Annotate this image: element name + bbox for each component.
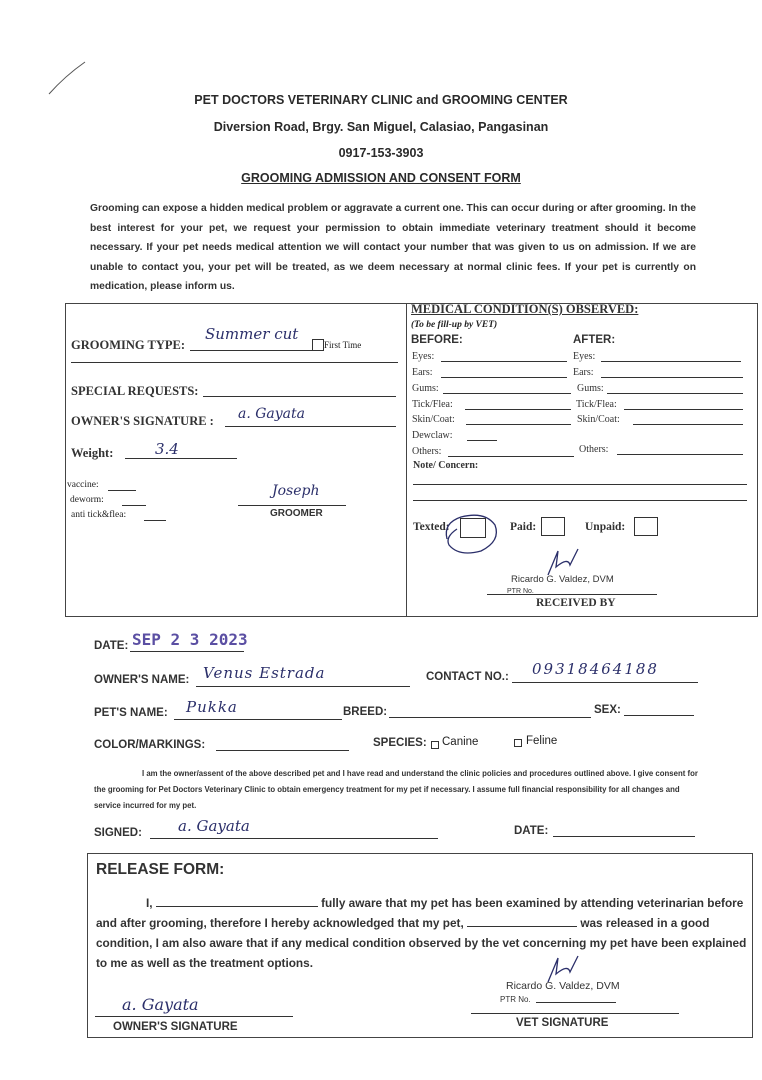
grooming-type-label: GROOMING TYPE: (71, 338, 186, 352)
release-owner-signature-label: OWNER'S SIGNATURE (113, 1021, 238, 1033)
grooming-type-extra-line (71, 362, 398, 363)
after-skincoat-line[interactable] (633, 424, 743, 425)
date2-label: DATE: (514, 825, 549, 837)
release-text-2: fully aware that my pet has been examined by attending veterinarian before and after grooming, therefore I hereby acknowledged that my pet, (96, 896, 744, 930)
consent-text: I am the owner/assent of the above described pet and I have read and understand the clinic policies and procedures outlined above. I give consent for the grooming for Pet Doctors Veterinary Clinic to obtain emergency treatment for my pet if necessary. I assume full financial responsibility for all changes and service incurred for my pet. (94, 769, 698, 810)
after-eyes-line[interactable] (601, 361, 741, 362)
owner-name-label: OWNER'S NAME: (94, 674, 190, 686)
before-ears-label: Ears: (412, 367, 433, 378)
owner-signature-label: OWNER'S SIGNATURE : (71, 414, 214, 428)
dewclaw-line[interactable] (467, 440, 497, 441)
medical-row (577, 414, 620, 425)
vaccine-label: vaccine: (67, 480, 99, 490)
unpaid-label: Unpaid: (585, 521, 626, 533)
date-line (130, 651, 244, 652)
groomer-label: GROOMER (270, 508, 323, 519)
before-ears-line[interactable] (441, 377, 567, 378)
canine-label: Canine (442, 736, 479, 748)
dewclaw-label: Dewclaw: (412, 430, 453, 441)
others-before-line[interactable] (448, 456, 574, 457)
others-before-label: Others: (412, 446, 442, 457)
medical-row (412, 351, 434, 362)
release-vet-signature-label: VET SIGNATURE (516, 1017, 609, 1029)
intro-paragraph: Grooming can expose a hidden medical problem or aggravate a current one. This can occur during or after grooming. In the best interest for your pet, we request your permission to obtain immediate veterinary treatment should it become necessary. If your pet needs medical attention we will contact your number that was given to us on admission. If we are unable to contact you, your pet will be treated, as we deem necessary at normal clinic fees. If your pet is currently on medication, please inform us. (90, 203, 696, 292)
medical-title: MEDICAL CONDITION(S) OBSERVED: (411, 302, 639, 316)
canine-checkbox[interactable] (431, 741, 439, 749)
clinic-address: Diversion Road, Brgy. San Miguel, Calasiao, Pangasinan (213, 120, 549, 134)
breed-line[interactable] (389, 717, 591, 718)
after-gums-line[interactable] (607, 393, 743, 394)
owner-name-line (196, 686, 410, 687)
owner-name-value[interactable]: Venus Estrada (203, 664, 326, 682)
species-label: SPECIES: (373, 737, 427, 749)
grooming-type-value[interactable]: Summer cut (205, 325, 299, 343)
release-text-1: I, (146, 896, 153, 910)
after-eyes-label: Eyes: (573, 351, 596, 362)
before-tickflea-line[interactable] (465, 409, 571, 410)
sex-line[interactable] (624, 715, 694, 716)
weight-line (125, 458, 237, 459)
clinic-phone: 0917-153-3903 (338, 146, 424, 160)
pet-name-value[interactable]: Pukka (186, 698, 238, 716)
medical-row (573, 367, 594, 378)
pet-name-label: PET'S NAME: (94, 707, 168, 719)
medical-row (412, 383, 439, 394)
after-tickflea-line[interactable] (624, 409, 743, 410)
paid-checkbox[interactable] (541, 517, 565, 536)
after-ears-label: Ears: (573, 367, 594, 378)
others-after-label: Others: (579, 444, 609, 455)
sex-label: SEX: (594, 704, 621, 716)
after-ears-line[interactable] (601, 377, 743, 378)
weight-value[interactable]: 3.4 (155, 440, 179, 458)
clinic-name: PET DOCTORS VETERINARY CLINIC and GROOMING CENTER (194, 93, 568, 107)
grooming-type-line (190, 350, 312, 351)
signed-value: a. Gayata (178, 817, 250, 835)
form-title: GROOMING ADMISSION AND CONSENT FORM (241, 171, 521, 185)
feline-label: Feline (526, 735, 558, 747)
release-owner-signature-line (95, 1016, 293, 1017)
contact-label: CONTACT NO.: (426, 671, 509, 683)
before-gums-line[interactable] (443, 393, 571, 394)
after-gums-label: Gums: (577, 383, 604, 394)
after-tickflea-label: Tick/Flea: (576, 399, 617, 410)
medical-row (577, 383, 604, 394)
feline-checkbox[interactable] (514, 739, 522, 747)
release-vet-name: Ricardo G. Valdez, DVM (506, 980, 620, 992)
groomer-value: Joseph (272, 483, 320, 499)
unpaid-checkbox[interactable] (634, 517, 658, 536)
contact-value[interactable]: 09318464188 (532, 660, 659, 678)
before-eyes-label: Eyes: (412, 351, 435, 362)
paid-label: Paid: (510, 521, 537, 533)
signed-label: SIGNED: (94, 827, 142, 839)
deworm-line (122, 505, 146, 506)
owner-signature-value: a. Gayata (238, 406, 306, 422)
groomer-line (238, 505, 346, 506)
received-line (487, 594, 657, 595)
before-gums-label: Gums: (412, 383, 439, 394)
release-paragraph (96, 893, 747, 973)
after-label: AFTER: (573, 334, 616, 346)
first-time-checkbox[interactable] (312, 339, 324, 351)
ptr-label: PTR No. (507, 588, 534, 595)
date-label: DATE: (94, 640, 129, 652)
vet-name: Ricardo G. Valdez, DVM (511, 574, 614, 585)
pen-mark (45, 58, 95, 98)
before-skincoat-label: Skin/Coat: (412, 414, 455, 425)
date-stamp-value[interactable]: SEP 2 3 2023 (132, 630, 248, 649)
after-skincoat-label: Skin/Coat: (577, 414, 620, 425)
release-ptr-label: PTR No. (500, 995, 531, 1004)
anti-tick-label: anti tick&flea: (71, 510, 127, 520)
before-tickflea-label: Tick/Flea: (412, 399, 453, 410)
breed-label: BREED: (343, 706, 388, 718)
before-label: BEFORE: (411, 334, 463, 346)
release-title: RELEASE FORM: (96, 861, 225, 878)
received-label: RECEIVED BY (536, 597, 616, 609)
deworm-label: deworm: (70, 495, 104, 505)
weight-label: Weight: (71, 446, 114, 460)
before-skincoat-line[interactable] (466, 424, 571, 425)
medical-row (576, 399, 617, 410)
medical-row (412, 399, 453, 410)
others-after-line[interactable] (617, 454, 743, 455)
date2-line[interactable] (553, 836, 695, 837)
signed-line (150, 838, 438, 839)
note-line-2[interactable] (413, 500, 747, 501)
medical-row (412, 367, 433, 378)
box-divider (406, 303, 407, 617)
release-pet-name-line[interactable] (467, 926, 577, 927)
special-requests-line[interactable] (203, 396, 396, 397)
pet-name-line (174, 719, 342, 720)
release-vet-signature-line (471, 1013, 679, 1014)
special-requests-label: SPECIAL REQUESTS: (71, 384, 199, 398)
medical-row (412, 414, 455, 425)
texted-label: Texted: (413, 521, 450, 533)
texted-circle-mark (437, 509, 503, 559)
note-label: Note/ Concern: (413, 460, 479, 471)
note-line-1[interactable] (413, 484, 747, 485)
medical-subtitle: (To be fill-up by VET) (411, 320, 498, 330)
release-text-3: was released in a good condition, I am also aware that if any medical condition observed by the vet concerning my pet have been explained to me as well as the treatment options. (96, 916, 747, 970)
color-markings-label: COLOR/MARKINGS: (94, 739, 206, 751)
owner-signature-line (225, 426, 396, 427)
before-eyes-line[interactable] (441, 361, 567, 362)
release-owner-name-line[interactable] (156, 906, 318, 907)
release-owner-signature-value: a. Gayata (122, 995, 199, 1014)
color-markings-line[interactable] (216, 750, 349, 751)
first-time-label: First Time (324, 340, 362, 350)
vaccine-line (108, 490, 136, 491)
medical-row (573, 351, 595, 362)
contact-line (512, 682, 698, 683)
release-ptr-line[interactable] (536, 1002, 616, 1003)
anti-tick-line (144, 520, 166, 521)
